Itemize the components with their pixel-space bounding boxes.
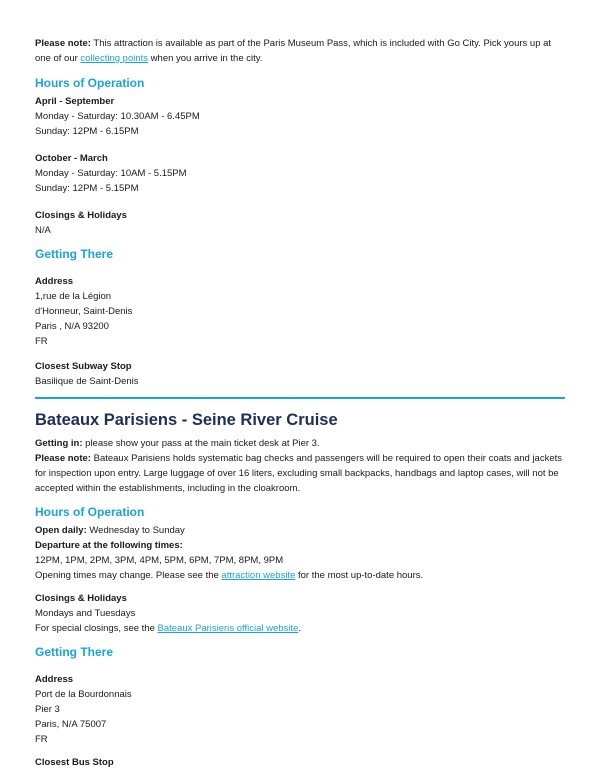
subway-value: Basilique de Saint-Denis xyxy=(35,376,139,387)
open-daily xyxy=(35,523,565,538)
address-line: Pier 3 xyxy=(35,704,60,715)
hours-heading: Hours of Operation xyxy=(35,505,145,519)
special-closings-end: . xyxy=(298,623,301,634)
departure-label: Departure at the following times: xyxy=(35,540,183,551)
hours-heading: Hours of Operation xyxy=(35,76,145,90)
subway-label: Closest Subway Stop xyxy=(35,361,132,372)
closings-value: Mondays and Tuesdays xyxy=(35,608,136,619)
bus-stop-label: Closest Bus Stop xyxy=(35,757,114,768)
document-page xyxy=(35,36,565,770)
address-line: d'Honneur, Saint-Denis xyxy=(35,306,133,317)
departure-times: 12PM, 1PM, 2PM, 3PM, 4PM, 5PM, 6PM, 7PM, 8PM, 9PM xyxy=(35,555,284,566)
note-text-end: when you arrive in the city. xyxy=(148,53,263,64)
address-line: FR xyxy=(35,734,48,745)
getting-in-text xyxy=(35,436,565,451)
opening-text-end: for the most up-to-date hours. xyxy=(295,570,424,581)
section-divider xyxy=(35,397,565,399)
special-closings-text: For special closings, see the xyxy=(35,623,158,634)
bag-check-note xyxy=(35,451,565,496)
address-line: 1,rue de la Légion xyxy=(35,291,112,302)
note-label: Please note: xyxy=(35,38,91,49)
attraction-title: Bateaux Parisiens - Seine River Cruise xyxy=(35,411,338,429)
closings-value: N/A xyxy=(35,225,51,236)
getting-there-heading: Getting There xyxy=(35,645,114,659)
getting-in-label: Getting in: xyxy=(35,438,83,449)
special-closings-note xyxy=(35,621,565,636)
attraction-website-link[interactable]: attraction website xyxy=(221,570,296,581)
hours-line: Sunday: 12PM - 5.15PM xyxy=(35,183,139,194)
address-line: Port de la Bourdonnais xyxy=(35,689,132,700)
address-line: Paris , N/A 93200 xyxy=(35,321,109,332)
closings-label: Closings & Holidays xyxy=(35,593,127,604)
season-label: April - September xyxy=(35,96,115,107)
collecting-points-link[interactable]: collecting points xyxy=(80,53,149,64)
getting-in-body: please show your pass at the main ticket desk at Pier 3. xyxy=(82,438,320,449)
season-label: October - March xyxy=(35,153,108,164)
hours-line: Monday - Saturday: 10.30AM - 6.45PM xyxy=(35,111,200,122)
note-text: Bateaux Parisiens holds systematic bag checks and passengers will be required to open their coats and jackets for inspection upon entry. Large luggage of over 16 liters, excluding small backpacks, handbags and laptop cases, will not be accepted within the establishments, including in the cloakroom. xyxy=(35,453,563,494)
opening-note xyxy=(35,568,565,583)
address-line: FR xyxy=(35,336,48,347)
note-text: This attraction is available as part of the Paris Museum Pass, which is included with Go City. Pick yours up at one of our xyxy=(35,38,552,64)
hours-line: Monday - Saturday: 10AM - 5.15PM xyxy=(35,168,187,179)
official-website-link[interactable]: Bateaux Parisiens official website xyxy=(157,623,299,634)
getting-there-heading: Getting There xyxy=(35,247,114,261)
closings-label: Closings & Holidays xyxy=(35,210,127,221)
opening-text: Opening times may change. Please see the xyxy=(35,570,222,581)
address-label: Address xyxy=(35,276,74,287)
open-daily-label: Open daily: xyxy=(35,525,87,536)
note-label: Please note: xyxy=(35,453,91,464)
hours-line: Sunday: 12PM - 6.15PM xyxy=(35,126,139,137)
open-daily-text: Wednesday to Sunday xyxy=(86,525,185,536)
address-line: Paris, N/A 75007 xyxy=(35,719,107,730)
address-label: Address xyxy=(35,674,74,685)
museum-pass-note xyxy=(35,36,565,66)
